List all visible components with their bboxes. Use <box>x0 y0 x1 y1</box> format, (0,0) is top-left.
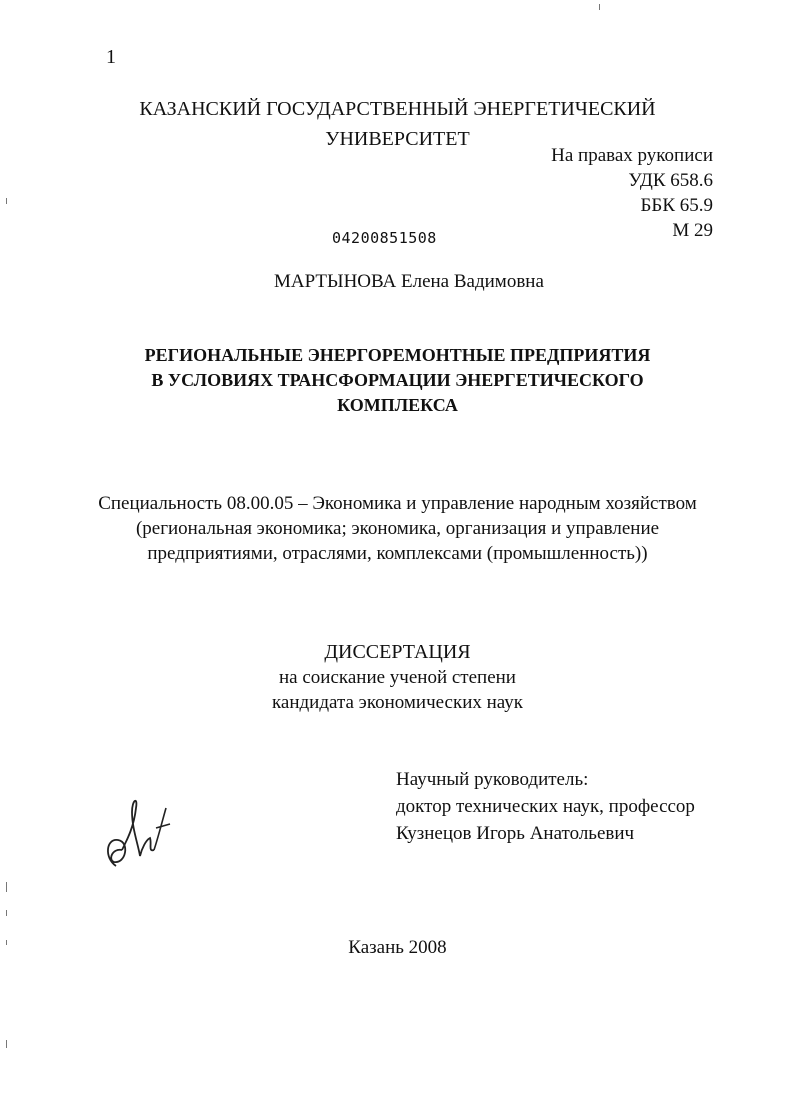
scan-mark <box>6 1040 7 1048</box>
specialty <box>0 491 795 566</box>
dissertation-title <box>0 343 795 418</box>
scan-mark <box>6 910 7 916</box>
title-line: РЕГИОНАЛЬНЫЕ ЭНЕРГОРЕМОНТНЫЕ ПРЕДПРИЯТИЯ <box>144 345 651 365</box>
specialty-line: (региональная экономика; экономика, организация и управление <box>135 518 660 539</box>
dissertation-heading: ДИССЕРТАЦИЯ <box>324 641 471 663</box>
bbk-code: ББК 65.9 <box>640 195 713 216</box>
supervisor-block <box>396 766 695 847</box>
city-year: Казань 2008 <box>348 937 447 958</box>
title-line: КОМПЛЕКСА <box>337 395 458 415</box>
institution-line: УНИВЕРСИТЕТ <box>325 128 470 150</box>
specialty-line: предприятиями, отраслями, комплексами (промышленность)) <box>147 543 648 564</box>
classification-block <box>551 143 713 243</box>
supervisor-label: Научный руководитель: <box>396 769 589 790</box>
specialty-line: Специальность 08.00.05 – Экономика и управление народным хозяйством <box>98 493 697 514</box>
scan-mark <box>599 4 600 10</box>
scan-mark <box>6 882 7 892</box>
author-name: МАРТЫНОВА Елена Вадимовна <box>274 271 544 292</box>
supervisor-degree: доктор технических наук, профессор <box>396 796 695 817</box>
degree-line: на соискание ученой степени <box>279 667 516 688</box>
scan-mark <box>6 940 7 945</box>
author-mark: М 29 <box>672 220 713 241</box>
page-number: 1 <box>106 46 116 68</box>
title-line: В УСЛОВИЯХ ТРАНСФОРМАЦИИ ЭНЕРГЕТИЧЕСКОГО <box>151 370 644 390</box>
registration-number: 04200851508 <box>332 229 437 247</box>
manuscript-rights: На правах рукописи <box>551 145 713 166</box>
degree-line: кандидата экономических наук <box>271 692 524 713</box>
dissertation-info <box>0 640 795 715</box>
scan-mark <box>6 198 7 204</box>
signature <box>96 778 176 878</box>
supervisor-name: Кузнецов Игорь Анатольевич <box>396 823 635 844</box>
udk-code: УДК 658.6 <box>628 170 713 191</box>
institution-line: КАЗАНСКИЙ ГОСУДАРСТВЕННЫЙ ЭНЕРГЕТИЧЕСКИЙ <box>139 98 656 120</box>
